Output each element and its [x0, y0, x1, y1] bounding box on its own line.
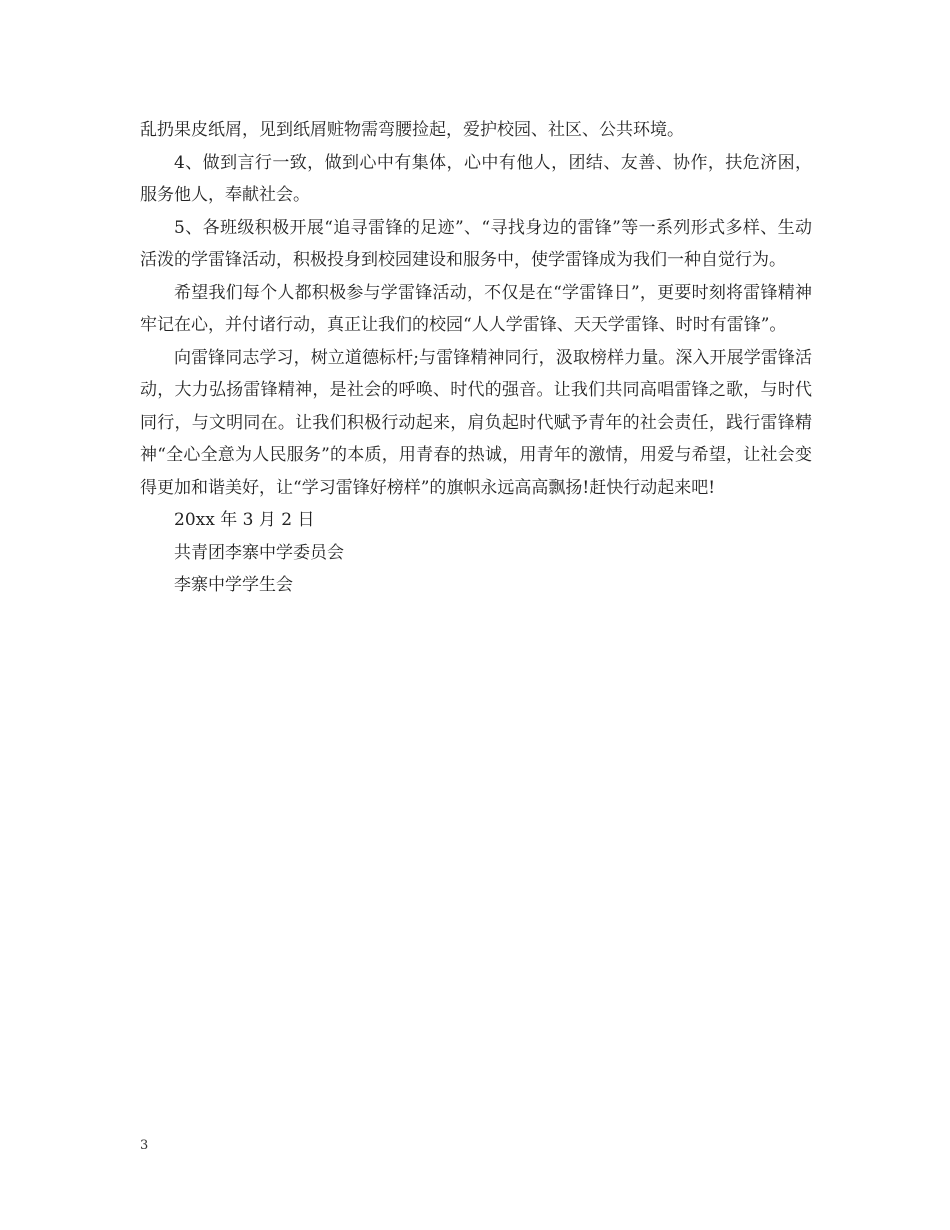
paragraph-hope: 希望我们每个人都积极参与学雷锋活动，不仅是在“学雷锋日”，更要时刻将雷锋精神牢记在心，并付诸行动，真正让我们的校园“人人学雷锋、天天学雷锋、时时有雷锋”。	[140, 282, 812, 335]
signature-org-student-union: 李寨中学学生会	[174, 575, 293, 595]
signature-org-league: 共青团李寨中学委员会	[174, 542, 344, 563]
paragraph-continued: 乱扔果皮纸屑，见到纸屑赃物需弯腰捡起，爱护校园、社区、公共环境。	[140, 120, 684, 140]
document-body	[140, 114, 812, 602]
paragraph-call-to-action: 向雷锋同志学习，树立道德标杆;与雷锋精神同行，汲取榜样力量。深入开展学雷锋活动，大力弘扬雷锋精神，是社会的呼唤、时代的强音。让我们共同高唱雷锋之歌，与时代同行，与文明同在。让我们积极行动起来，肩负起时代赋予青年的社会责任，践行雷锋精神“全心全意为人民服务”的本质，用青春的热诚，用青年的激情，用爱与希望，让社会变得更加和谐美好，让“学习雷锋好榜样”的旗帜永远高高飘扬!赶快行动起来吧!	[140, 347, 812, 498]
signature-date: 20xx 年 3 月 2 日	[174, 510, 315, 530]
paragraph-item-5: 5、各班级积极开展“追寻雷锋的足迹”、“寻找身边的雷锋”等一系列形式多样、生动活泼的学雷锋活动，积极投身到校园建设和服务中，使学雷锋成为我们一种自觉行为。	[140, 217, 812, 270]
signature-block	[140, 504, 812, 602]
page-number: 3	[140, 1138, 149, 1153]
paragraph-item-4: 4、做到言行一致，做到心中有集体，心中有他人，团结、友善、协作，扶危济困，服务他人，奉献社会。	[140, 152, 812, 205]
